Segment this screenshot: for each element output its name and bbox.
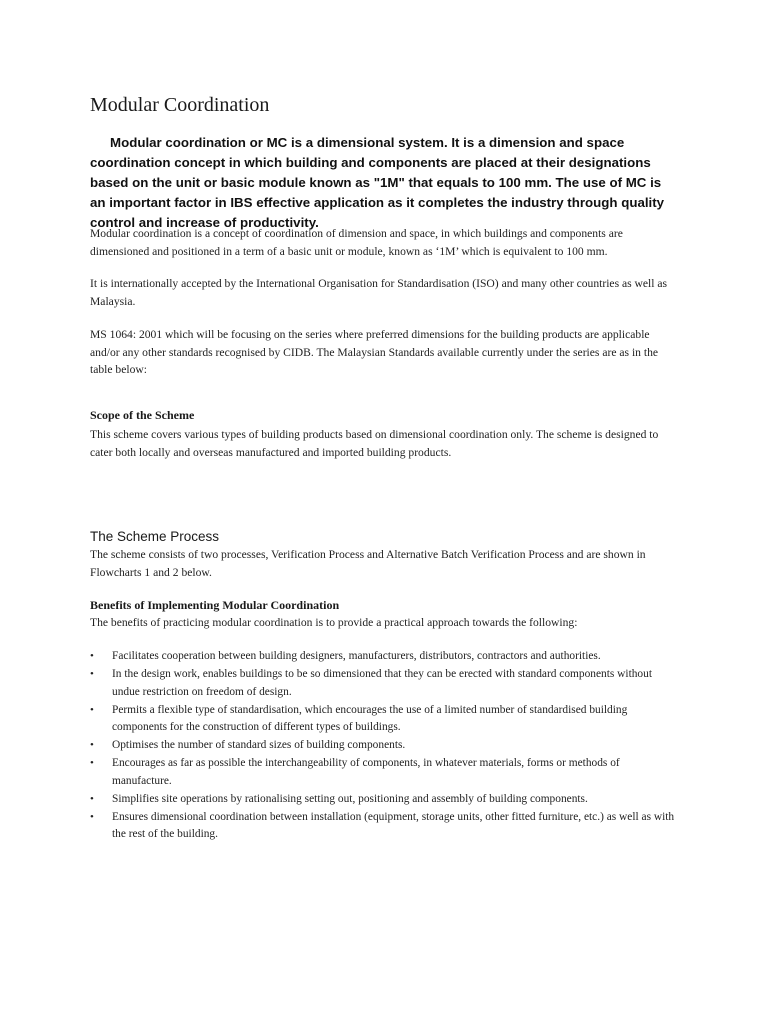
list-item [90, 809, 682, 844]
scope-paragraph: This scheme covers various types of building products based on dimensional coordination only. The scheme is designed to cater both locally and overseas manufactured and imported building products. [90, 428, 659, 459]
process-paragraph: The scheme consists of two processes, Verification Process and Alternative Batch Verification Process and are shown in Flowcharts 1 and 2 below. [90, 548, 646, 579]
bullet-icon: • [90, 757, 94, 769]
list-item [90, 737, 682, 755]
page-title: Modular Coordination [90, 94, 270, 116]
list-item-text: Optimises the number of standard sizes of building components. [112, 739, 406, 751]
bullet-icon: • [90, 810, 94, 823]
list-item [90, 648, 682, 666]
list-item-text: Encourages as far as possible the interchangeability of components, in whatever materials, forms or methods of manufacture. [112, 757, 620, 787]
paragraph-ms1064: MS 1064: 2001 which will be focusing on the series where preferred dimensions for the building products are applicable and/or any other standards recognised by CIDB. The Malaysian Standards available currently under the series are as in the table below: [90, 328, 659, 376]
bullet-icon: • [90, 792, 94, 805]
intro-paragraph: Modular coordination or MC is a dimensional system. It is a dimension and space coordination concept in which building and components are placed at their designations based on the unit or basic module known as "1M" that equals to 100 mm. The use of MC is an important factor in IBS effective application as it completes the industry through quality control and increase of productivity. [90, 135, 665, 230]
list-item-text: In the design work, enables buildings to be so dimensioned that they can be erected with standard components without undue restriction on freedom of design. [112, 668, 652, 698]
paragraph-definition: Modular coordination is a concept of coordination of dimension and space, in which buildings and components are dimensioned and positioned in a term of a basic unit or module, known as ‘1M’ which is equivalent to 100 mm. [90, 227, 623, 258]
list-item-text: Simplifies site operations by rationalising setting out, positioning and assembly of building components. [112, 792, 588, 805]
benefits-intro: The benefits of practicing modular coordination is to provide a practical approach towards the following: [90, 616, 578, 629]
list-item [90, 702, 682, 737]
list-item [90, 791, 682, 809]
bullet-icon: • [90, 668, 94, 680]
list-item-text: Facilitates cooperation between building designers, manufacturers, distributors, contractors and authorities. [112, 650, 601, 662]
scope-heading: Scope of the Scheme [90, 408, 195, 422]
bullet-icon: • [90, 650, 94, 662]
list-item [90, 755, 682, 790]
list-item-text: Ensures dimensional coordination between installation (equipment, storage units, other fitted furniture, etc.) as well as with the rest of the building. [112, 810, 675, 840]
benefits-list [90, 648, 682, 844]
list-item [90, 666, 682, 701]
bullet-icon: • [90, 703, 94, 716]
list-item-text: Permits a flexible type of standardisation, which encourages the use of a limited number of standardised building components for the construction of different types of buildings. [112, 703, 628, 733]
bullet-icon: • [90, 739, 94, 751]
benefits-heading: Benefits of Implementing Modular Coordination [90, 598, 340, 612]
process-heading: The Scheme Process [90, 529, 220, 544]
paragraph-iso: It is internationally accepted by the International Organisation for Standardisation (ISO) and many other countries as well as Malaysia. [90, 277, 668, 308]
